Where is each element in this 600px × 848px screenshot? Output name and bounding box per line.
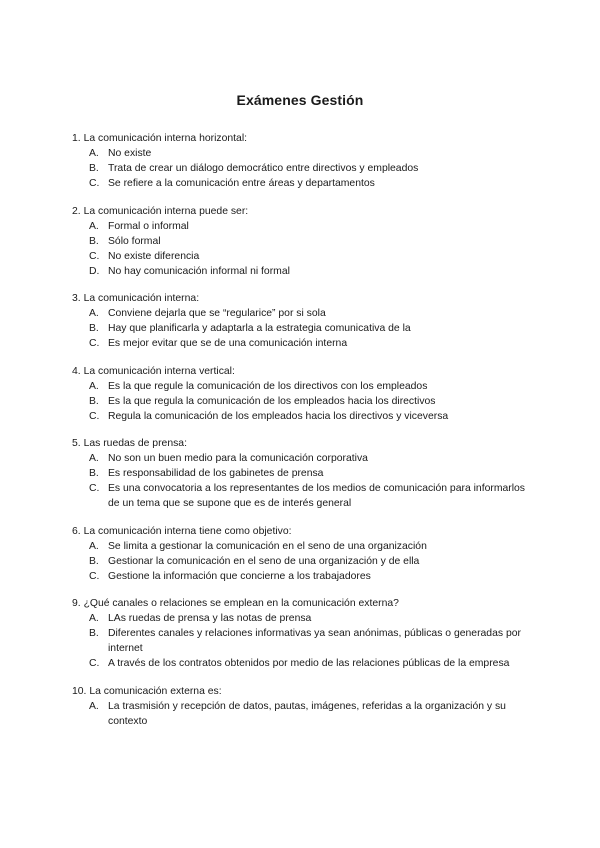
- option-text: Se refiere a la comunicación entre áreas y departamentos: [108, 178, 375, 189]
- option-text: La trasmisión y recepción de datos, pautas, imágenes, referidas a la organización y su contexto: [108, 700, 506, 727]
- option-text: Es la que regule la comunicación de los directivos con los empleados: [108, 380, 428, 392]
- answer-option: [72, 554, 532, 569]
- answer-option: [72, 699, 532, 729]
- answer-option: [72, 451, 532, 466]
- answer-option: [72, 379, 532, 394]
- question-number: 5.: [72, 438, 81, 449]
- option-letter: B.: [89, 468, 99, 479]
- question-prompt: La comunicación interna:: [83, 293, 200, 304]
- answer-option: [72, 264, 532, 279]
- option-letter: C.: [89, 178, 100, 189]
- question-item: [72, 204, 532, 279]
- answer-option: [72, 626, 532, 656]
- answer-option: [72, 569, 532, 584]
- option-text: Es responsabilidad de los gabinetes de prensa: [108, 468, 324, 479]
- question-list: [72, 131, 532, 741]
- option-letter: C.: [89, 338, 100, 349]
- question-number: 1.: [72, 133, 81, 144]
- option-text: No hay comunicación informal ni formal: [108, 265, 290, 277]
- question-number: 2.: [72, 205, 81, 217]
- option-text: Se limita a gestionar la comunicación en el seno de una organización: [108, 540, 427, 552]
- option-text: No existe: [108, 148, 152, 159]
- option-text: Gestione la información que concierne a los trabajadores: [108, 570, 371, 582]
- answer-option: [72, 161, 532, 176]
- option-letter: A.: [89, 308, 99, 319]
- question-number: 6.: [72, 525, 81, 537]
- question-number: 4.: [72, 365, 81, 377]
- document-title: Exámenes Gestión: [236, 92, 364, 108]
- answer-option: [72, 306, 532, 321]
- answer-option: [72, 409, 532, 424]
- answer-option: [72, 611, 532, 626]
- question-text: [72, 596, 532, 611]
- option-text: No existe diferencia: [108, 250, 200, 262]
- question-text: [72, 524, 532, 539]
- option-letter: B.: [89, 235, 99, 247]
- answer-option: [72, 146, 532, 161]
- question-item: [72, 291, 532, 351]
- question-text: [72, 436, 532, 451]
- question-prompt: La comunicación interna puede ser:: [83, 205, 249, 217]
- question-number: 9.: [72, 598, 81, 609]
- question-text: [72, 204, 532, 219]
- answer-option: [72, 656, 532, 671]
- option-letter: B.: [89, 163, 99, 174]
- option-text: No son un buen medio para la comunicación corporativa: [108, 453, 368, 464]
- question-text: [72, 364, 532, 379]
- option-letter: A.: [89, 453, 99, 464]
- option-list: [72, 699, 532, 729]
- option-letter: B.: [89, 555, 99, 567]
- option-letter: C.: [89, 250, 100, 262]
- answer-option: [72, 321, 532, 336]
- option-letter: B.: [89, 395, 99, 407]
- option-text: Sólo formal: [108, 235, 161, 247]
- question-prompt: La comunicación interna tiene como objetivo:: [83, 525, 292, 537]
- question-item: [72, 684, 532, 729]
- question-text: [72, 291, 532, 306]
- option-text: Es una convocatoria a los representantes de los medios de comunicación para informarlos de un tema que se supone que es de interés general: [108, 483, 526, 509]
- option-text: LAs ruedas de prensa y las notas de prensa: [108, 613, 312, 624]
- question-prompt: Las ruedas de prensa:: [83, 438, 187, 449]
- option-text: Es mejor evitar que se de una comunicación interna: [108, 338, 348, 349]
- question-item: [72, 364, 532, 424]
- question-prompt: La comunicación interna vertical:: [83, 365, 235, 377]
- answer-option: [72, 249, 532, 264]
- option-letter: A.: [89, 700, 99, 712]
- answer-option: [72, 481, 532, 511]
- question-item: [72, 596, 532, 671]
- question-number: 10.: [72, 685, 87, 697]
- question-prompt: ¿Qué canales o relaciones se emplean en la comunicación externa?: [83, 598, 399, 609]
- option-letter: A.: [89, 540, 99, 552]
- option-letter: C.: [89, 658, 100, 669]
- answer-option: [72, 234, 532, 249]
- question-prompt: La comunicación externa es:: [89, 685, 222, 697]
- option-letter: B.: [89, 323, 99, 334]
- option-list: [72, 539, 532, 584]
- option-letter: C.: [89, 570, 100, 582]
- question-item: [72, 436, 532, 511]
- question-item: [72, 524, 532, 584]
- question-number: 3.: [72, 293, 81, 304]
- option-text: A través de los contratos obtenidos por medio de las relaciones públicas de la empresa: [108, 658, 510, 669]
- option-list: [72, 146, 532, 191]
- option-list: [72, 379, 532, 424]
- option-list: [72, 611, 532, 671]
- option-letter: A.: [89, 220, 99, 232]
- option-letter: B.: [89, 628, 99, 639]
- option-text: Es la que regula la comunicación de los empleados hacia los directivos: [108, 395, 436, 407]
- question-text: [72, 131, 532, 146]
- question-text: [72, 684, 532, 699]
- option-text: Hay que planificarla y adaptarla a la estrategia comunicativa de la: [108, 323, 411, 334]
- option-list: [72, 451, 532, 511]
- option-letter: C.: [89, 410, 100, 422]
- option-text: Gestionar la comunicación en el seno de una organización y de ella: [108, 555, 420, 567]
- option-text: Conviene dejarla que se “regularice” por si sola: [108, 308, 326, 319]
- answer-option: [72, 176, 532, 191]
- option-text: Diferentes canales y relaciones informativas ya sean anónimas, públicas o generadas por internet: [108, 628, 521, 654]
- option-text: Regula la comunicación de los empleados hacia los directivos y viceversa: [108, 410, 449, 422]
- option-letter: A.: [89, 148, 99, 159]
- option-letter: A.: [89, 613, 99, 624]
- answer-option: [72, 394, 532, 409]
- answer-option: [72, 539, 532, 554]
- question-item: [72, 131, 532, 191]
- answer-option: [72, 336, 532, 351]
- option-list: [72, 219, 532, 279]
- answer-option: [72, 466, 532, 481]
- answer-option: [72, 219, 532, 234]
- option-letter: D.: [89, 265, 100, 277]
- option-letter: C.: [89, 483, 100, 494]
- option-list: [72, 306, 532, 351]
- option-text: Formal o informal: [108, 220, 189, 232]
- option-letter: A.: [89, 380, 99, 392]
- question-prompt: La comunicación interna horizontal:: [83, 133, 248, 144]
- option-text: Trata de crear un diálogo democrático entre directivos y empleados: [108, 163, 419, 174]
